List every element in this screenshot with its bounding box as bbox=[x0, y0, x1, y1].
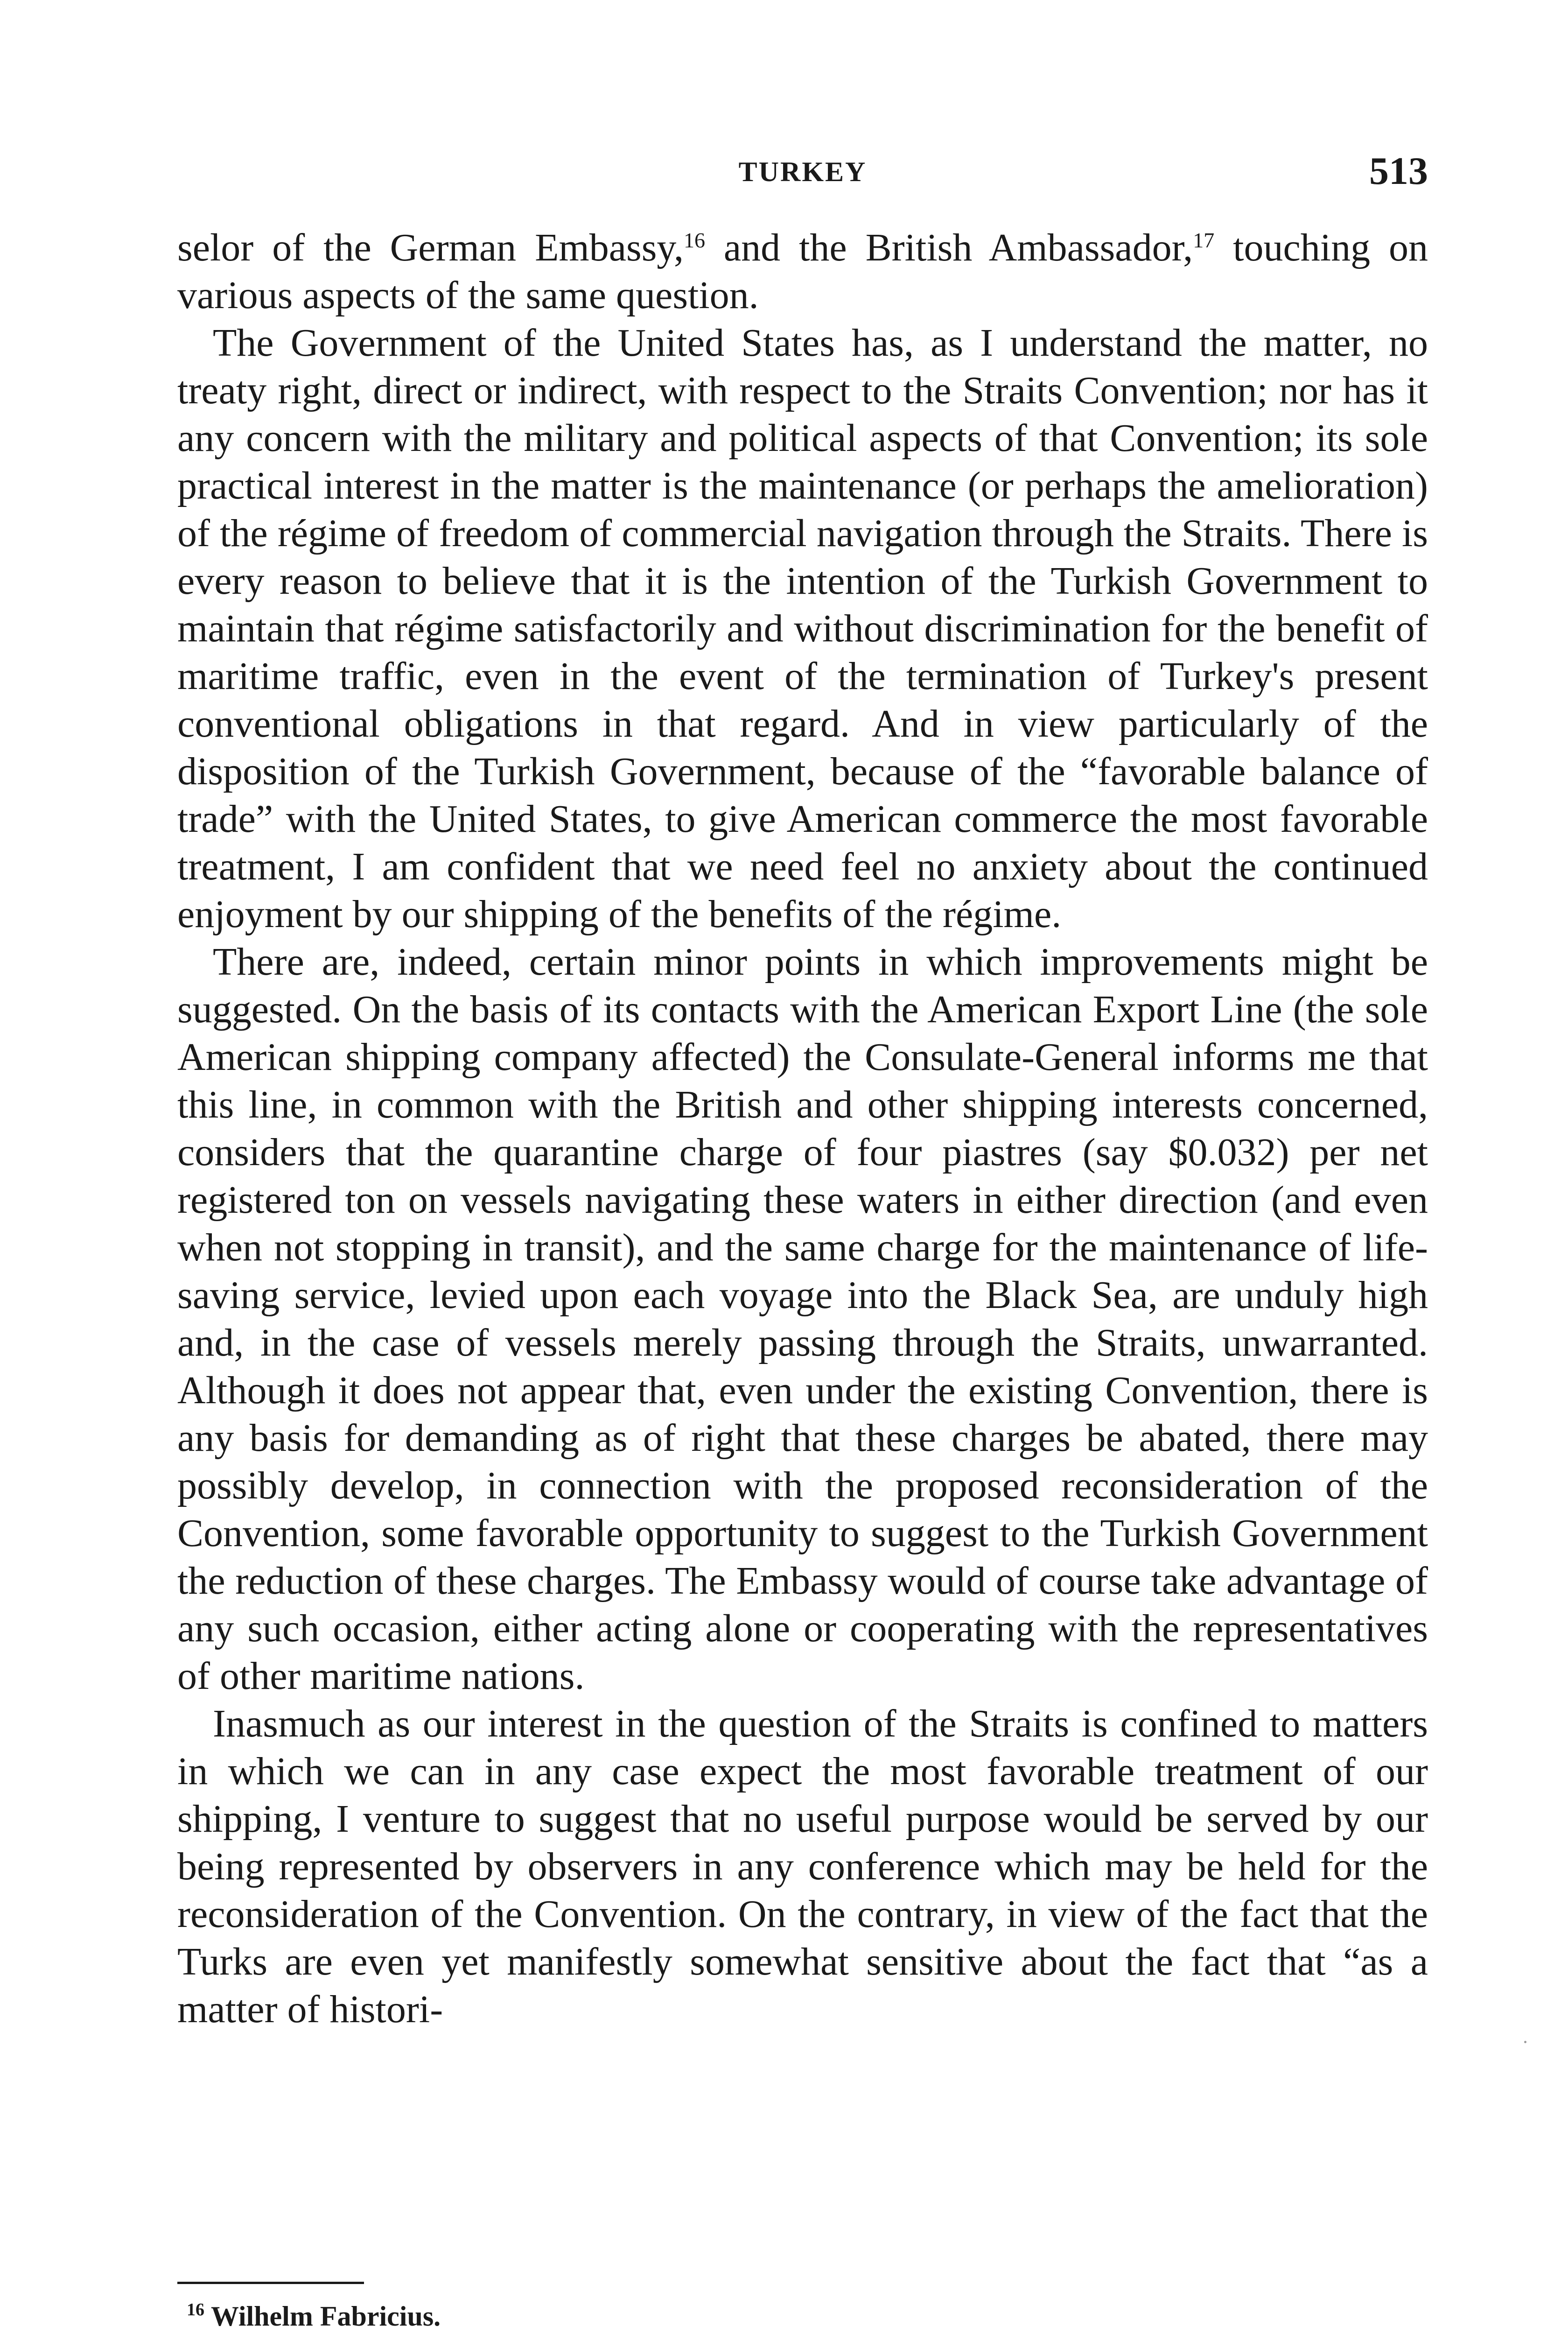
paragraph-text: and the British Ambassador, bbox=[705, 226, 1193, 269]
body-text bbox=[177, 224, 1428, 2033]
footnotes bbox=[177, 2299, 877, 2334]
page-number: 513 bbox=[1369, 149, 1428, 193]
paragraph: Inasmuch as our interest in the question of the Straits is confined to matters in which we can in any case expect the most favorable treatment of our shipping, I venture to suggest that no useful purpose would be served by our being represented by observers in any conference which may be held for the reconsideration of the Convention. On the contrary, in view of the fact that the Turks are even yet manifestly somewhat sensitive about the fact that “as a matter of histori- bbox=[177, 1702, 1428, 2031]
running-title: TURKEY bbox=[738, 156, 867, 187]
footnote-marker: 16 bbox=[187, 2300, 204, 2320]
footnote-divider bbox=[177, 2282, 364, 2284]
paragraph: There are, indeed, certain minor points in which improvements might be suggested. On the basis of its contacts with the American Export Line (the sole American shipping company affected) the Consulate-General informs me that this line, in common with the British and other shipping interests concerned, considers that the quarantine charge of four piastres (say $0.032) per net registered ton on vessels navigating these waters in either direction (and even when not stopping in transit), and the same charge for the maintenance of life-saving service, levied upon each voyage into the Black Sea, are unduly high and, in the case of vessels merely passing through the Straits, unwarranted. Although it does not appear that, even under the existing Convention, there is any basis for demanding as of right that these charges be abated, there may possibly develop, in connection with the proposed reconsideration of the Convention, some favorable opportunity to suggest to the Turkish Government the reduction of these charges. The Embassy would of course take advantage of any such occasion, either acting alone or cooperating with the representatives of other maritime nations. bbox=[177, 940, 1428, 1698]
paragraph-continued bbox=[177, 224, 1428, 319]
footnote-reference: 17 bbox=[1193, 228, 1215, 252]
paragraph-text: touching on various aspects of the same question. bbox=[177, 226, 1428, 317]
running-head bbox=[177, 148, 1428, 204]
footnote-text: Wilhelm Fabricius. bbox=[210, 2301, 441, 2332]
paragraph-text: selor of the German Embassy, bbox=[177, 226, 684, 269]
footnote bbox=[177, 2299, 877, 2334]
footnote-reference: 16 bbox=[683, 228, 705, 252]
paragraph: The Government of the United States has, as I understand the matter, no treaty right, direct or indirect, with respect to the Straits Convention; nor has it any concern with the military and political aspects of that Convention; its sole practical interest in the matter is the maintenance (or perhaps the amelioration) of the régime of freedom of commercial navigation through the Straits. There is every reason to believe that it is the intention of the Turkish Government to maintain that régime satisfactorily and without discrimination for the benefit of maritime traffic, even in the event of the termination of Turkey's present conventional obligations in that regard. And in view particularly of the disposition of the Turkish Government, because of the “favorable balance of trade” with the United States, to give American commerce the most favorable treatment, I am confident that we need feel no anxiety about the continued enjoyment by our shipping of the benefits of the régime. bbox=[177, 321, 1428, 936]
margin-speck bbox=[1524, 2041, 1526, 2043]
